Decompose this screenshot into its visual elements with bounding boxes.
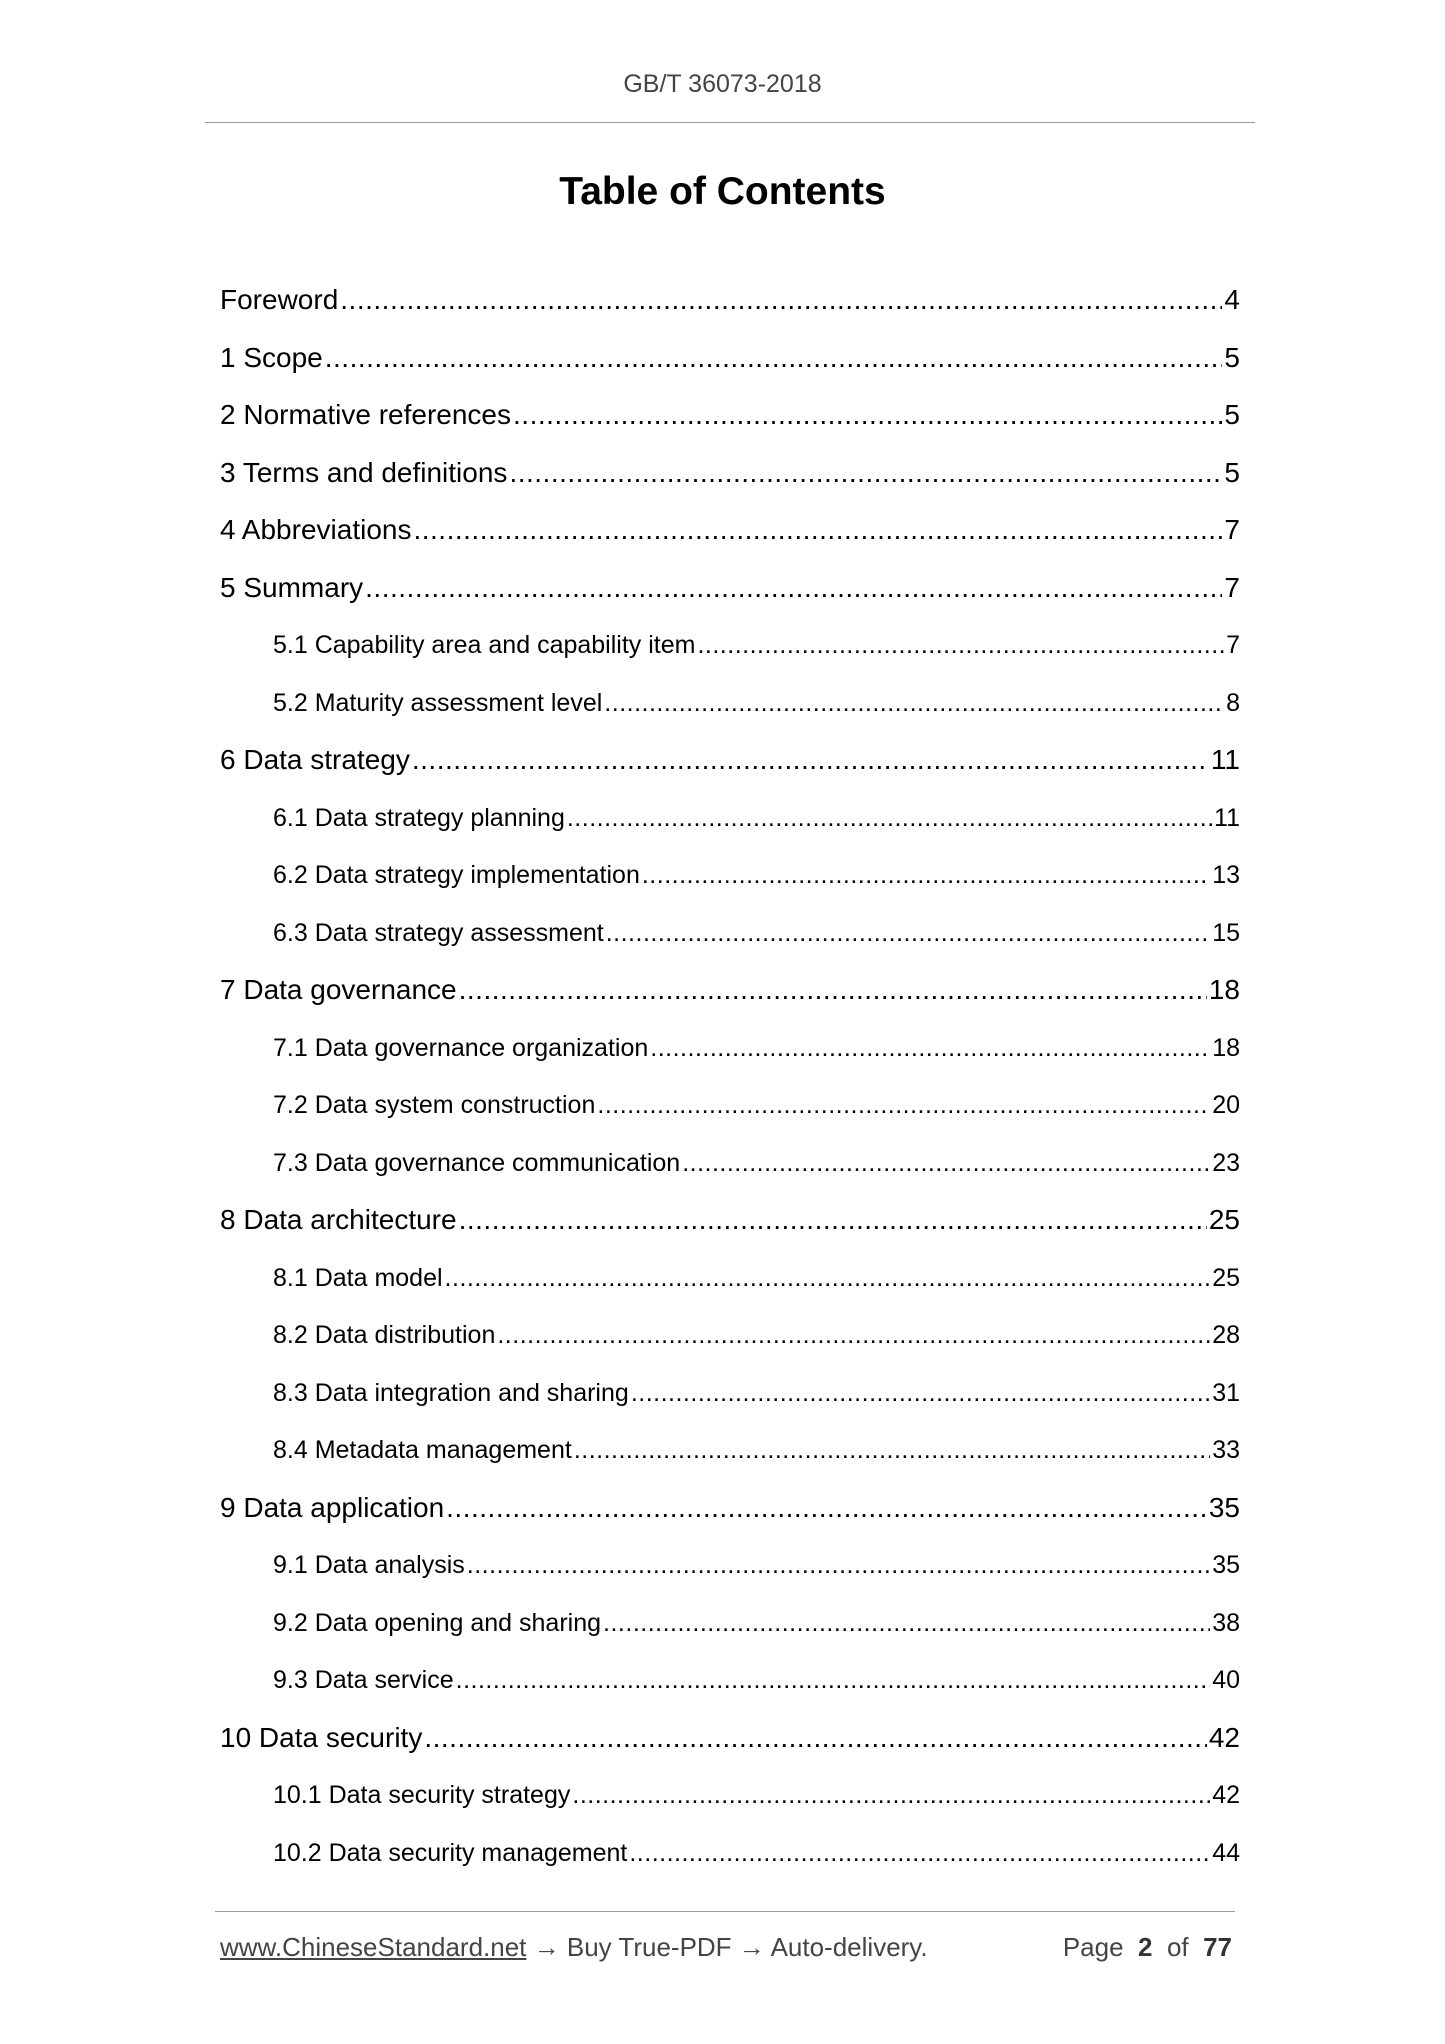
toc-entry-page-number: 5: [1224, 456, 1240, 488]
toc-entry-label: 7 Data governance: [220, 974, 457, 1005]
toc-dot-leader: [340, 276, 1222, 324]
toc-dot-leader: [459, 966, 1207, 1014]
toc-entry[interactable]: [220, 794, 1240, 852]
toc-entry[interactable]: [220, 1426, 1240, 1484]
footer-site-link[interactable]: www.ChineseStandard.net: [220, 1932, 527, 1962]
toc-dot-leader: [642, 851, 1210, 899]
toc-entry[interactable]: [220, 1024, 1240, 1082]
footer-left: [220, 1932, 928, 1963]
toc-entry-page-number: 28: [1212, 1321, 1240, 1349]
toc-entry-page-number: 44: [1212, 1838, 1240, 1867]
toc-entry-label: 7.1 Data governance organization: [273, 1033, 649, 1062]
toc-entry-label: 8.2 Data distribution: [273, 1321, 496, 1349]
toc-dot-leader: [325, 334, 1223, 382]
toc-entry-page-number: 5: [1224, 341, 1240, 373]
toc-dot-leader: [509, 449, 1222, 497]
toc-dot-leader: [459, 1196, 1207, 1244]
footer-of-word: of: [1166, 1932, 1189, 1962]
toc-dot-leader: [412, 736, 1209, 784]
toc-entry-page-number: 13: [1212, 861, 1240, 889]
toc-dot-leader: [606, 909, 1210, 957]
toc-entry-page-number: 5: [1224, 399, 1240, 430]
toc-entry-label: 8 Data architecture: [220, 1204, 457, 1235]
toc-dot-leader: [631, 1369, 1210, 1417]
toc-entry-page-number: 38: [1212, 1608, 1240, 1637]
toc-entry-page-number: 25: [1208, 1204, 1240, 1235]
toc-dot-leader: [456, 1656, 1211, 1704]
toc-entry-label: 8.4 Metadata management: [273, 1436, 572, 1464]
toc-dot-leader: [497, 1311, 1210, 1359]
toc-entry-page-number: 4: [1224, 284, 1240, 315]
toc-entry[interactable]: [220, 1829, 1240, 1887]
document-header: GB/T 36073-2018: [623, 70, 822, 98]
header-divider: [205, 122, 1255, 123]
toc-entry-label: 7.3 Data governance communication: [273, 1148, 681, 1177]
toc-dot-leader: [574, 1426, 1210, 1474]
toc-entry-label: 5 Summary: [220, 571, 364, 603]
toc-entry[interactable]: [220, 1139, 1240, 1197]
toc-entry-label: 10.2 Data security management: [273, 1838, 628, 1867]
toc-dot-leader: [650, 1024, 1210, 1072]
toc-entry-page-number: 42: [1208, 1721, 1240, 1753]
toc-entry-label: 8.1 Data model: [273, 1263, 443, 1292]
toc-entry[interactable]: [220, 1254, 1240, 1312]
toc-entry-label: 5.2 Maturity assessment level: [273, 688, 603, 717]
toc-entry[interactable]: [220, 1311, 1240, 1369]
toc-entry-page-number: 33: [1212, 1436, 1240, 1464]
toc-entry-label: 6 Data strategy: [220, 744, 410, 775]
toc-entry-page-number: 11: [1210, 744, 1240, 775]
toc-entry-label: 9 Data application: [220, 1491, 445, 1523]
toc-entry-page-number: 18: [1212, 1033, 1240, 1062]
toc-entry-label: 9.1 Data analysis: [273, 1551, 465, 1579]
toc-entry[interactable]: [220, 1771, 1240, 1829]
toc-entry[interactable]: [220, 851, 1240, 909]
toc-entry[interactable]: [220, 276, 1240, 334]
toc-entry-page-number: 7: [1224, 514, 1240, 545]
toc-dot-leader: [424, 1714, 1207, 1762]
toc-entry-label: 7.2 Data system construction: [273, 1091, 596, 1119]
toc-entry-label: 10 Data security: [220, 1721, 423, 1753]
toc-entry-label: 4 Abbreviations: [220, 514, 412, 545]
toc-entry[interactable]: [220, 564, 1240, 622]
toc-dot-leader: [413, 506, 1222, 554]
toc-entry-label: 1 Scope: [220, 341, 323, 373]
toc-dot-leader: [572, 1771, 1210, 1819]
toc-entry[interactable]: [220, 1714, 1240, 1772]
toc-entry-label: 6.1 Data strategy planning: [273, 803, 565, 832]
toc-entry[interactable]: [220, 1541, 1240, 1599]
toc-entry-label: 2 Normative references: [220, 399, 512, 430]
footer: [220, 1932, 1232, 1963]
toc-dot-leader: [365, 564, 1222, 612]
toc-entry[interactable]: [220, 1369, 1240, 1427]
toc-entry-label: 6.2 Data strategy implementation: [273, 861, 640, 889]
toc-entry[interactable]: [220, 391, 1240, 449]
toc-list: [220, 276, 1240, 1886]
toc-entry-page-number: 7: [1226, 631, 1240, 659]
toc-dot-leader: [446, 1484, 1207, 1532]
toc-entry-label: 6.3 Data strategy assessment: [273, 918, 604, 947]
toc-entry[interactable]: [220, 679, 1240, 737]
toc-entry-page-number: 35: [1212, 1551, 1240, 1579]
toc-entry-page-number: 40: [1212, 1666, 1240, 1694]
toc-entry-label: 5.1 Capability area and capability item: [273, 631, 696, 659]
footer-current-page: 2: [1138, 1932, 1153, 1962]
toc-entry-page-number: 42: [1212, 1781, 1240, 1809]
toc-entry-page-number: 7: [1224, 571, 1240, 603]
toc-dot-leader: [697, 621, 1224, 669]
toc-dot-leader: [467, 1541, 1210, 1589]
toc-entry-page-number: 25: [1212, 1263, 1240, 1292]
footer-divider: [215, 1911, 1235, 1912]
toc-entry[interactable]: [220, 736, 1240, 794]
toc-entry-page-number: 23: [1212, 1148, 1240, 1177]
footer-promo-text: → Buy True-PDF → Auto-delivery.: [526, 1932, 928, 1962]
toc-entry-label: Foreword: [220, 284, 339, 315]
toc-entry[interactable]: [220, 621, 1240, 679]
toc-entry-page-number: 20: [1212, 1091, 1240, 1119]
toc-dot-leader: [629, 1829, 1210, 1877]
footer-page-indicator: [1063, 1932, 1232, 1963]
toc-entry-label: 9.2 Data opening and sharing: [273, 1608, 602, 1637]
toc-entry[interactable]: [220, 449, 1240, 507]
toc-dot-leader: [597, 1081, 1210, 1129]
footer-page-word: Page: [1062, 1932, 1124, 1962]
toc-entry-page-number: 18: [1208, 974, 1240, 1005]
toc-entry-page-number: 11: [1214, 803, 1240, 832]
toc-entry[interactable]: [220, 506, 1240, 564]
toc-title: Table of Contents: [559, 170, 886, 213]
toc-entry-page-number: 15: [1212, 918, 1240, 947]
toc-entry[interactable]: [220, 1599, 1240, 1657]
toc-entry-label: 10.1 Data security strategy: [273, 1781, 571, 1809]
toc-dot-leader: [513, 391, 1222, 439]
toc-dot-leader: [445, 1254, 1211, 1302]
toc-entry-label: 9.3 Data service: [273, 1666, 454, 1694]
toc-dot-leader: [604, 679, 1224, 727]
toc-entry[interactable]: [220, 909, 1240, 967]
toc-entry-page-number: 31: [1212, 1378, 1240, 1407]
toc-entry[interactable]: [220, 1484, 1240, 1542]
toc-entry-page-number: 8: [1226, 688, 1240, 717]
toc-entry[interactable]: [220, 1081, 1240, 1139]
toc-entry[interactable]: [220, 966, 1240, 1024]
toc-dot-leader: [567, 794, 1212, 842]
toc-entry[interactable]: [220, 1196, 1240, 1254]
toc-entry-label: 3 Terms and definitions: [220, 456, 508, 488]
toc-entry[interactable]: [220, 1656, 1240, 1714]
toc-dot-leader: [603, 1599, 1210, 1647]
toc-entry-label: 8.3 Data integration and sharing: [273, 1378, 629, 1407]
toc-dot-leader: [682, 1139, 1210, 1187]
toc-entry-page-number: 35: [1208, 1491, 1240, 1523]
toc-entry[interactable]: [220, 334, 1240, 392]
footer-total-pages: 77: [1203, 1932, 1232, 1962]
